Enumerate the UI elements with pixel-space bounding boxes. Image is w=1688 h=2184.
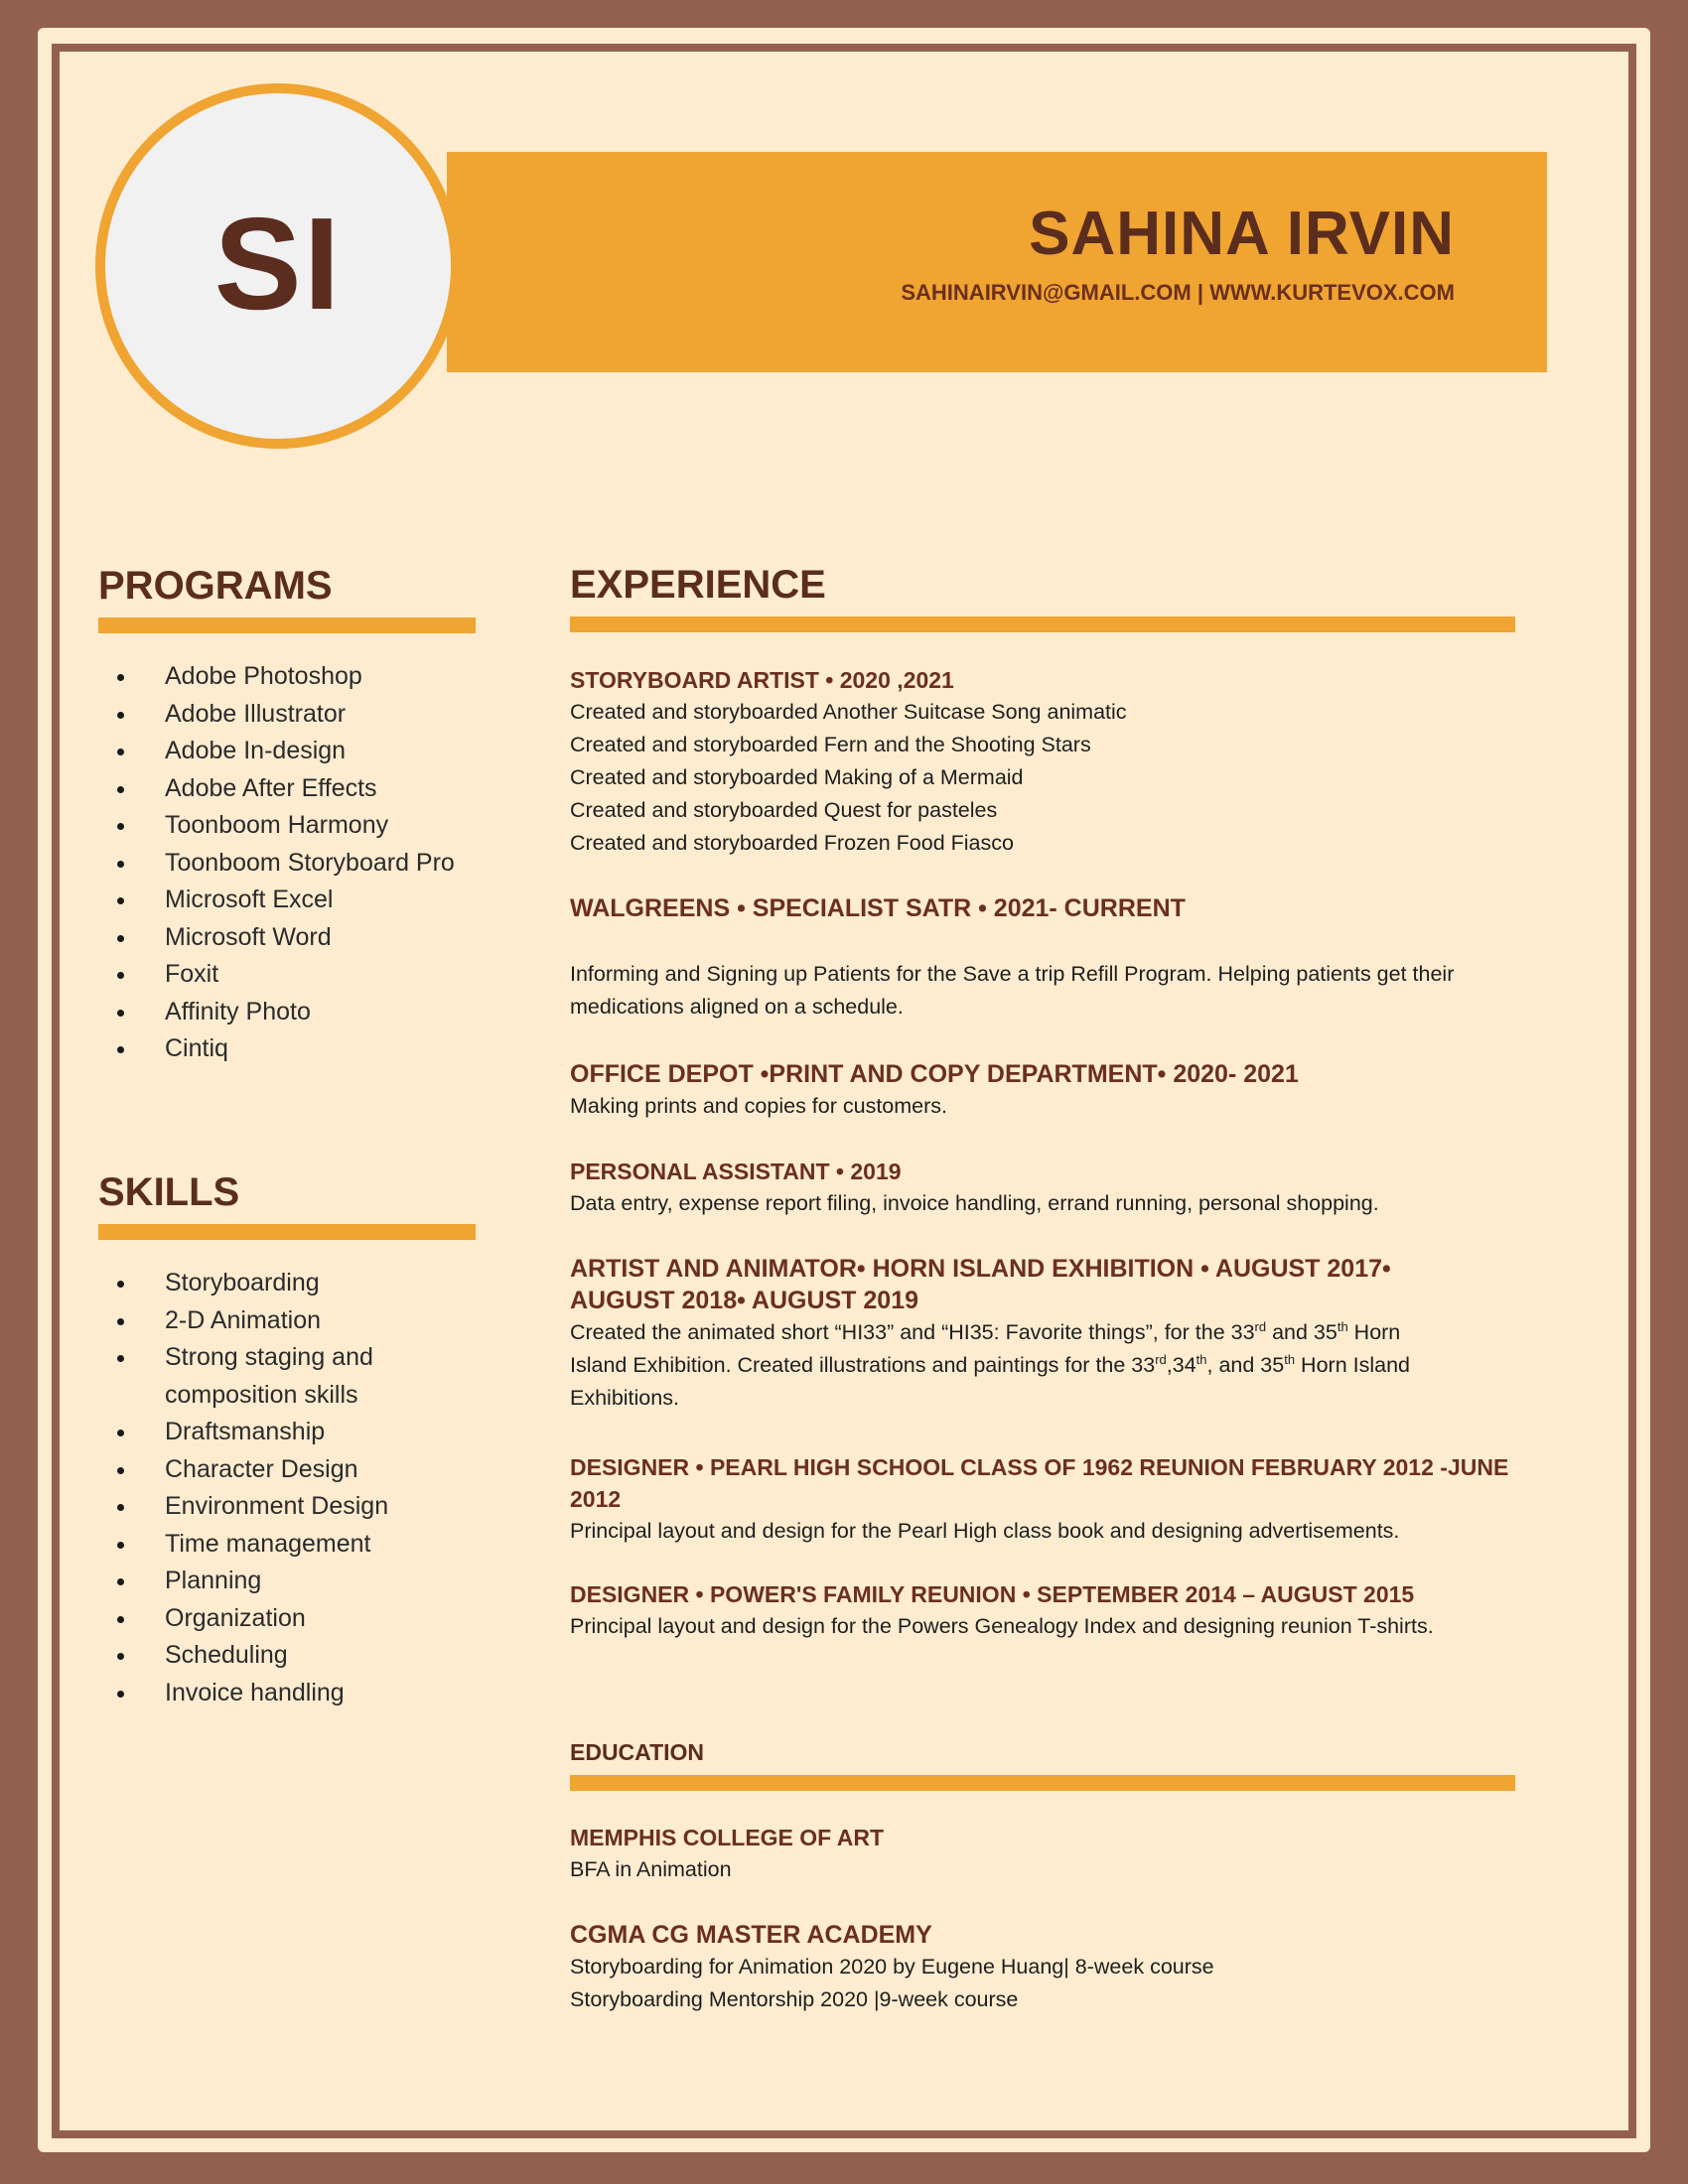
job-heading: AUGUST 2018• AUGUST 2019 xyxy=(570,1287,919,1314)
skills-list xyxy=(117,1265,388,1711)
job-line: Principal layout and design for the Pearl High class book and designing advertisements. xyxy=(570,1519,1400,1543)
job-heading: STORYBOARD ARTIST • 2020 ,2021 xyxy=(570,667,954,693)
experience-designer-pearl xyxy=(570,1451,1523,1548)
experience-walgreens-desc xyxy=(570,958,1523,1024)
list-item: Planning xyxy=(117,1563,388,1600)
list-item: Time management xyxy=(117,1526,388,1564)
job-heading: WALGREENS • SPECIALIST SATR • 2021- CURRENT xyxy=(570,894,1186,922)
school-heading: CGMA CG MASTER ACADEMY xyxy=(570,1921,932,1949)
list-item: Toonboom Harmony xyxy=(117,807,455,845)
programs-divider xyxy=(98,617,476,633)
text: ,34 xyxy=(1166,1353,1196,1377)
list-item: composition skills xyxy=(165,1380,358,1409)
programs-list xyxy=(117,658,455,1068)
school-heading: MEMPHIS COLLEGE OF ART xyxy=(570,1825,885,1850)
job-line: Created and storyboarded Fern and the Shooting Stars xyxy=(570,733,1091,756)
skills-title: SKILLS xyxy=(98,1170,240,1214)
job-line xyxy=(570,1316,1523,1349)
job-line: Created and storyboarded Frozen Food Fiasco xyxy=(570,831,1014,855)
job-heading: 2012 xyxy=(570,1486,622,1512)
list-item: Adobe After Effects xyxy=(117,770,455,808)
job-line: medications aligned on a schedule. xyxy=(570,995,904,1019)
job-line: Created and storyboarded Another Suitcase Song animatic xyxy=(570,700,1127,724)
list-item: 2-D Animation xyxy=(117,1302,388,1340)
list-item: Storyboarding xyxy=(117,1265,388,1302)
list-item: Toonboom Storyboard Pro xyxy=(117,845,455,883)
job-line: Created and storyboarded Quest for pasteles xyxy=(570,798,998,822)
list-item: Cintiq xyxy=(117,1030,455,1068)
programs-title: PROGRAMS xyxy=(98,564,333,608)
experience-walgreens xyxy=(570,892,1523,924)
school-line: Storyboarding Mentorship 2020 |9-week course xyxy=(570,1987,1019,2011)
job-heading: DESIGNER • POWER'S FAMILY REUNION • SEPTEMBER 2014 – AUGUST 2015 xyxy=(570,1581,1415,1607)
list-item: Organization xyxy=(117,1600,388,1638)
text: Horn xyxy=(1347,1320,1401,1344)
experience-artist xyxy=(570,1253,1523,1415)
job-heading: PERSONAL ASSISTANT • 2019 xyxy=(570,1159,902,1184)
education-title: EDUCATION xyxy=(570,1739,705,1765)
list-item: Character Design xyxy=(117,1451,388,1489)
experience-divider xyxy=(570,616,1515,632)
list-item: Foxit xyxy=(117,956,455,994)
experience-storyboard xyxy=(570,664,1523,860)
list-item: Draftsmanship xyxy=(117,1414,388,1451)
school-line: Storyboarding for Animation 2020 by Eugene Huang| 8-week course xyxy=(570,1955,1214,1979)
skills-divider xyxy=(98,1224,476,1240)
text: and 35 xyxy=(1266,1320,1337,1344)
job-line: Making prints and copies for customers. xyxy=(570,1094,947,1118)
list-item: Strong staging and xyxy=(117,1339,388,1377)
superscript: rd xyxy=(1155,1351,1167,1367)
text: Island Exhibition. Created illustrations and paintings for the 33 xyxy=(570,1353,1156,1377)
superscript: th xyxy=(1196,1351,1207,1367)
list-item: Adobe In-design xyxy=(117,733,455,770)
experience-title: EXPERIENCE xyxy=(570,563,826,607)
text: , and 35 xyxy=(1206,1353,1285,1377)
job-line: Exhibitions. xyxy=(570,1386,679,1410)
experience-assistant xyxy=(570,1156,1523,1220)
superscript: th xyxy=(1284,1351,1296,1367)
job-line xyxy=(570,1349,1523,1382)
job-line: Informing and Signing up Patients for the Save a trip Refill Program. Helping patients get their xyxy=(570,962,1455,986)
superscript: rd xyxy=(1254,1318,1267,1334)
list-item: Invoice handling xyxy=(117,1675,388,1712)
job-heading: DESIGNER • PEARL HIGH SCHOOL CLASS OF 1962 REUNION FEBRUARY 2012 -JUNE xyxy=(570,1454,1509,1480)
job-heading: ARTIST AND ANIMATOR• HORN ISLAND EXHIBITION • AUGUST 2017• xyxy=(570,1255,1391,1283)
education-cgma xyxy=(570,1919,1523,2016)
text: Created the animated short “HI33” and “HI35: Favorite things”, for the 33 xyxy=(570,1320,1255,1344)
list-item: Adobe Illustrator xyxy=(117,696,455,734)
list-item: Microsoft Word xyxy=(117,919,455,957)
job-heading: OFFICE DEPOT •PRINT AND COPY DEPARTMENT• 2020- 2021 xyxy=(570,1060,1299,1088)
list-item: Adobe Photoshop xyxy=(117,658,455,696)
education-divider xyxy=(570,1775,1515,1791)
experience-designer-powers xyxy=(570,1578,1523,1643)
list-item: Microsoft Excel xyxy=(117,882,455,919)
school-line: BFA in Animation xyxy=(570,1857,732,1881)
job-line: Data entry, expense report filing, invoice handling, errand running, personal shopping. xyxy=(570,1191,1379,1215)
list-item: Scheduling xyxy=(117,1637,388,1675)
contact-info: SAHINAIRVIN@GMAIL.COM | WWW.KURTEVOX.COM xyxy=(901,280,1455,305)
experience-office-depot xyxy=(570,1058,1523,1123)
job-line: Created and storyboarded Making of a Mermaid xyxy=(570,765,1024,789)
list-item: Environment Design xyxy=(117,1488,388,1526)
monogram-badge xyxy=(95,83,461,449)
job-line: Principal layout and design for the Powers Genealogy Index and designing reunion T-shirts. xyxy=(570,1614,1434,1638)
superscript: th xyxy=(1336,1318,1348,1334)
list-item: Affinity Photo xyxy=(117,994,455,1031)
education-memphis xyxy=(570,1822,1523,1886)
text: Horn Island xyxy=(1295,1353,1410,1377)
monogram-text: SI xyxy=(213,190,343,337)
candidate-name: SAHINA IRVIN xyxy=(1029,200,1455,268)
